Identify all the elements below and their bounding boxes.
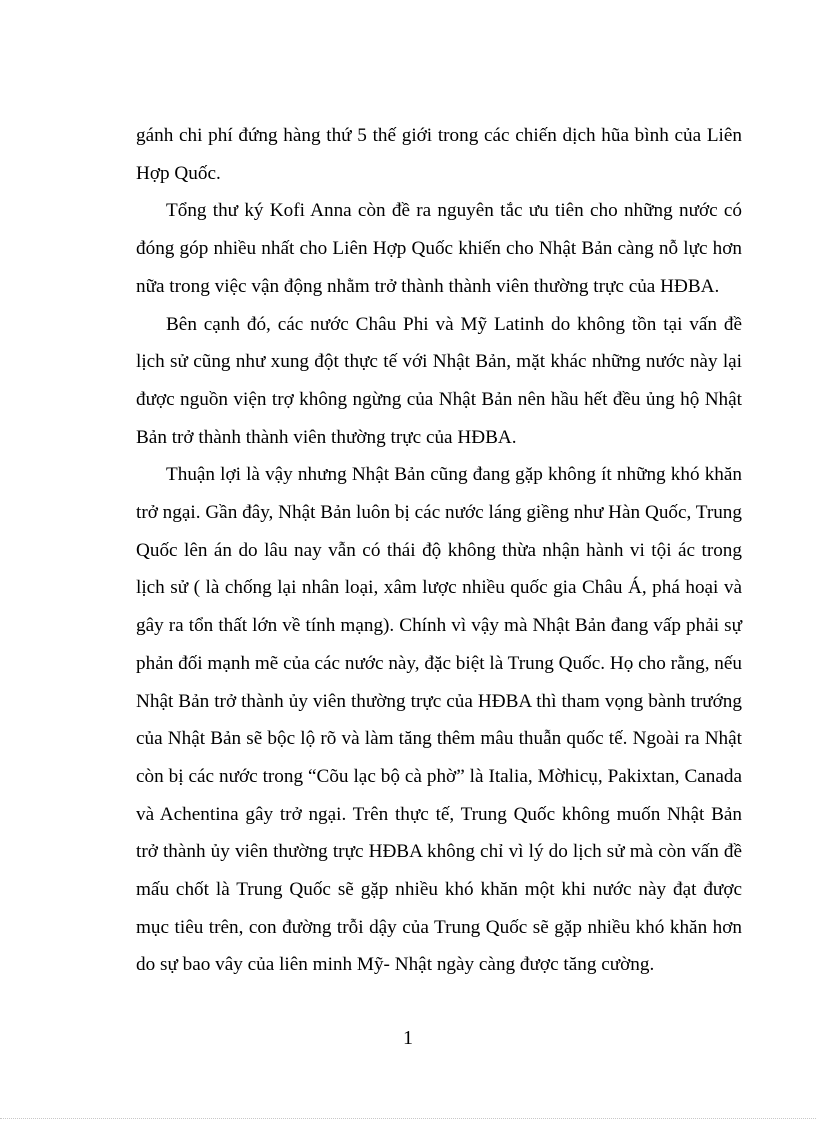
page-bottom-divider bbox=[0, 1118, 816, 1119]
paragraph-continuation: gánh chi phí đứng hàng thứ 5 thế giới trong các chiến dịch hũa bình của Liên Hợp Quốc. bbox=[136, 125, 742, 184]
page-number: 1 bbox=[403, 1027, 413, 1049]
document-body bbox=[136, 117, 742, 984]
paragraph-kofi-annan: Tổng thư ký Kofi Anna còn đề ra nguyên tắc ưu tiên cho những nước có đóng góp nhiều nhất cho Liên Hợp Quốc khiến cho Nhật Bản càng nỗ lực hơn nữa trong việc vận động nhằm trở thành thành viên thường trực của HĐBA. bbox=[136, 200, 742, 297]
paragraph-obstacles: Thuận lợi là vậy nhưng Nhật Bản cũng đang gặp không ít những khó khăn trở ngại. Gần đây, Nhật Bản luôn bị các nước láng giềng như Hàn Quốc, Trung Quốc lên án do lâu nay vẫn có thái độ không thừa nhận hành vi tội ác trong lịch sử ( là chống lại nhân loại, xâm lược nhiều quốc gia Châu Á, phá hoại và gây ra tổn thất lớn về tính mạng). Chính vì vậy mà Nhật Bản đang vấp phải sự phản đối mạnh mẽ của các nước này, đặc biệt là Trung Quốc. Họ cho rằng, nếu Nhật Bản trở thành ủy viên thường trực của HĐBA thì tham vọng bành trướng của Nhật Bản sẽ bộc lộ rõ và làm tăng thêm mâu thuẫn quốc tế. Ngoài ra Nhật còn bị các nước trong “Cõu lạc bộ cà phờ” là Italia, Mờhicụ, Pakixtan, Canada và Achentina gây trở ngại. Trên thực tế, Trung Quốc không muốn Nhật Bản trở thành ủy viên thường trực HĐBA không chỉ vì lý do lịch sử mà còn vấn đề mấu chốt là Trung Quốc sẽ gặp nhiều khó khăn một khi nước này đạt được mục tiêu trên, con đường trỗi dậy của Trung Quốc sẽ gặp nhiều khó khăn hơn do sự bao vây của liên minh Mỹ- Nhật ngày càng được tăng cường. bbox=[136, 464, 742, 976]
paragraph-africa-latin-america: Bên cạnh đó, các nước Châu Phi và Mỹ Latinh do không tồn tại vấn đề lịch sử cũng như xung đột thực tế với Nhật Bản, mặt khác những nước này lại được nguồn viện trợ không ngừng của Nhật Bản nên hầu hết đều ủng hộ Nhật Bản trở thành thành viên thường trực của HĐBA. bbox=[136, 313, 742, 448]
